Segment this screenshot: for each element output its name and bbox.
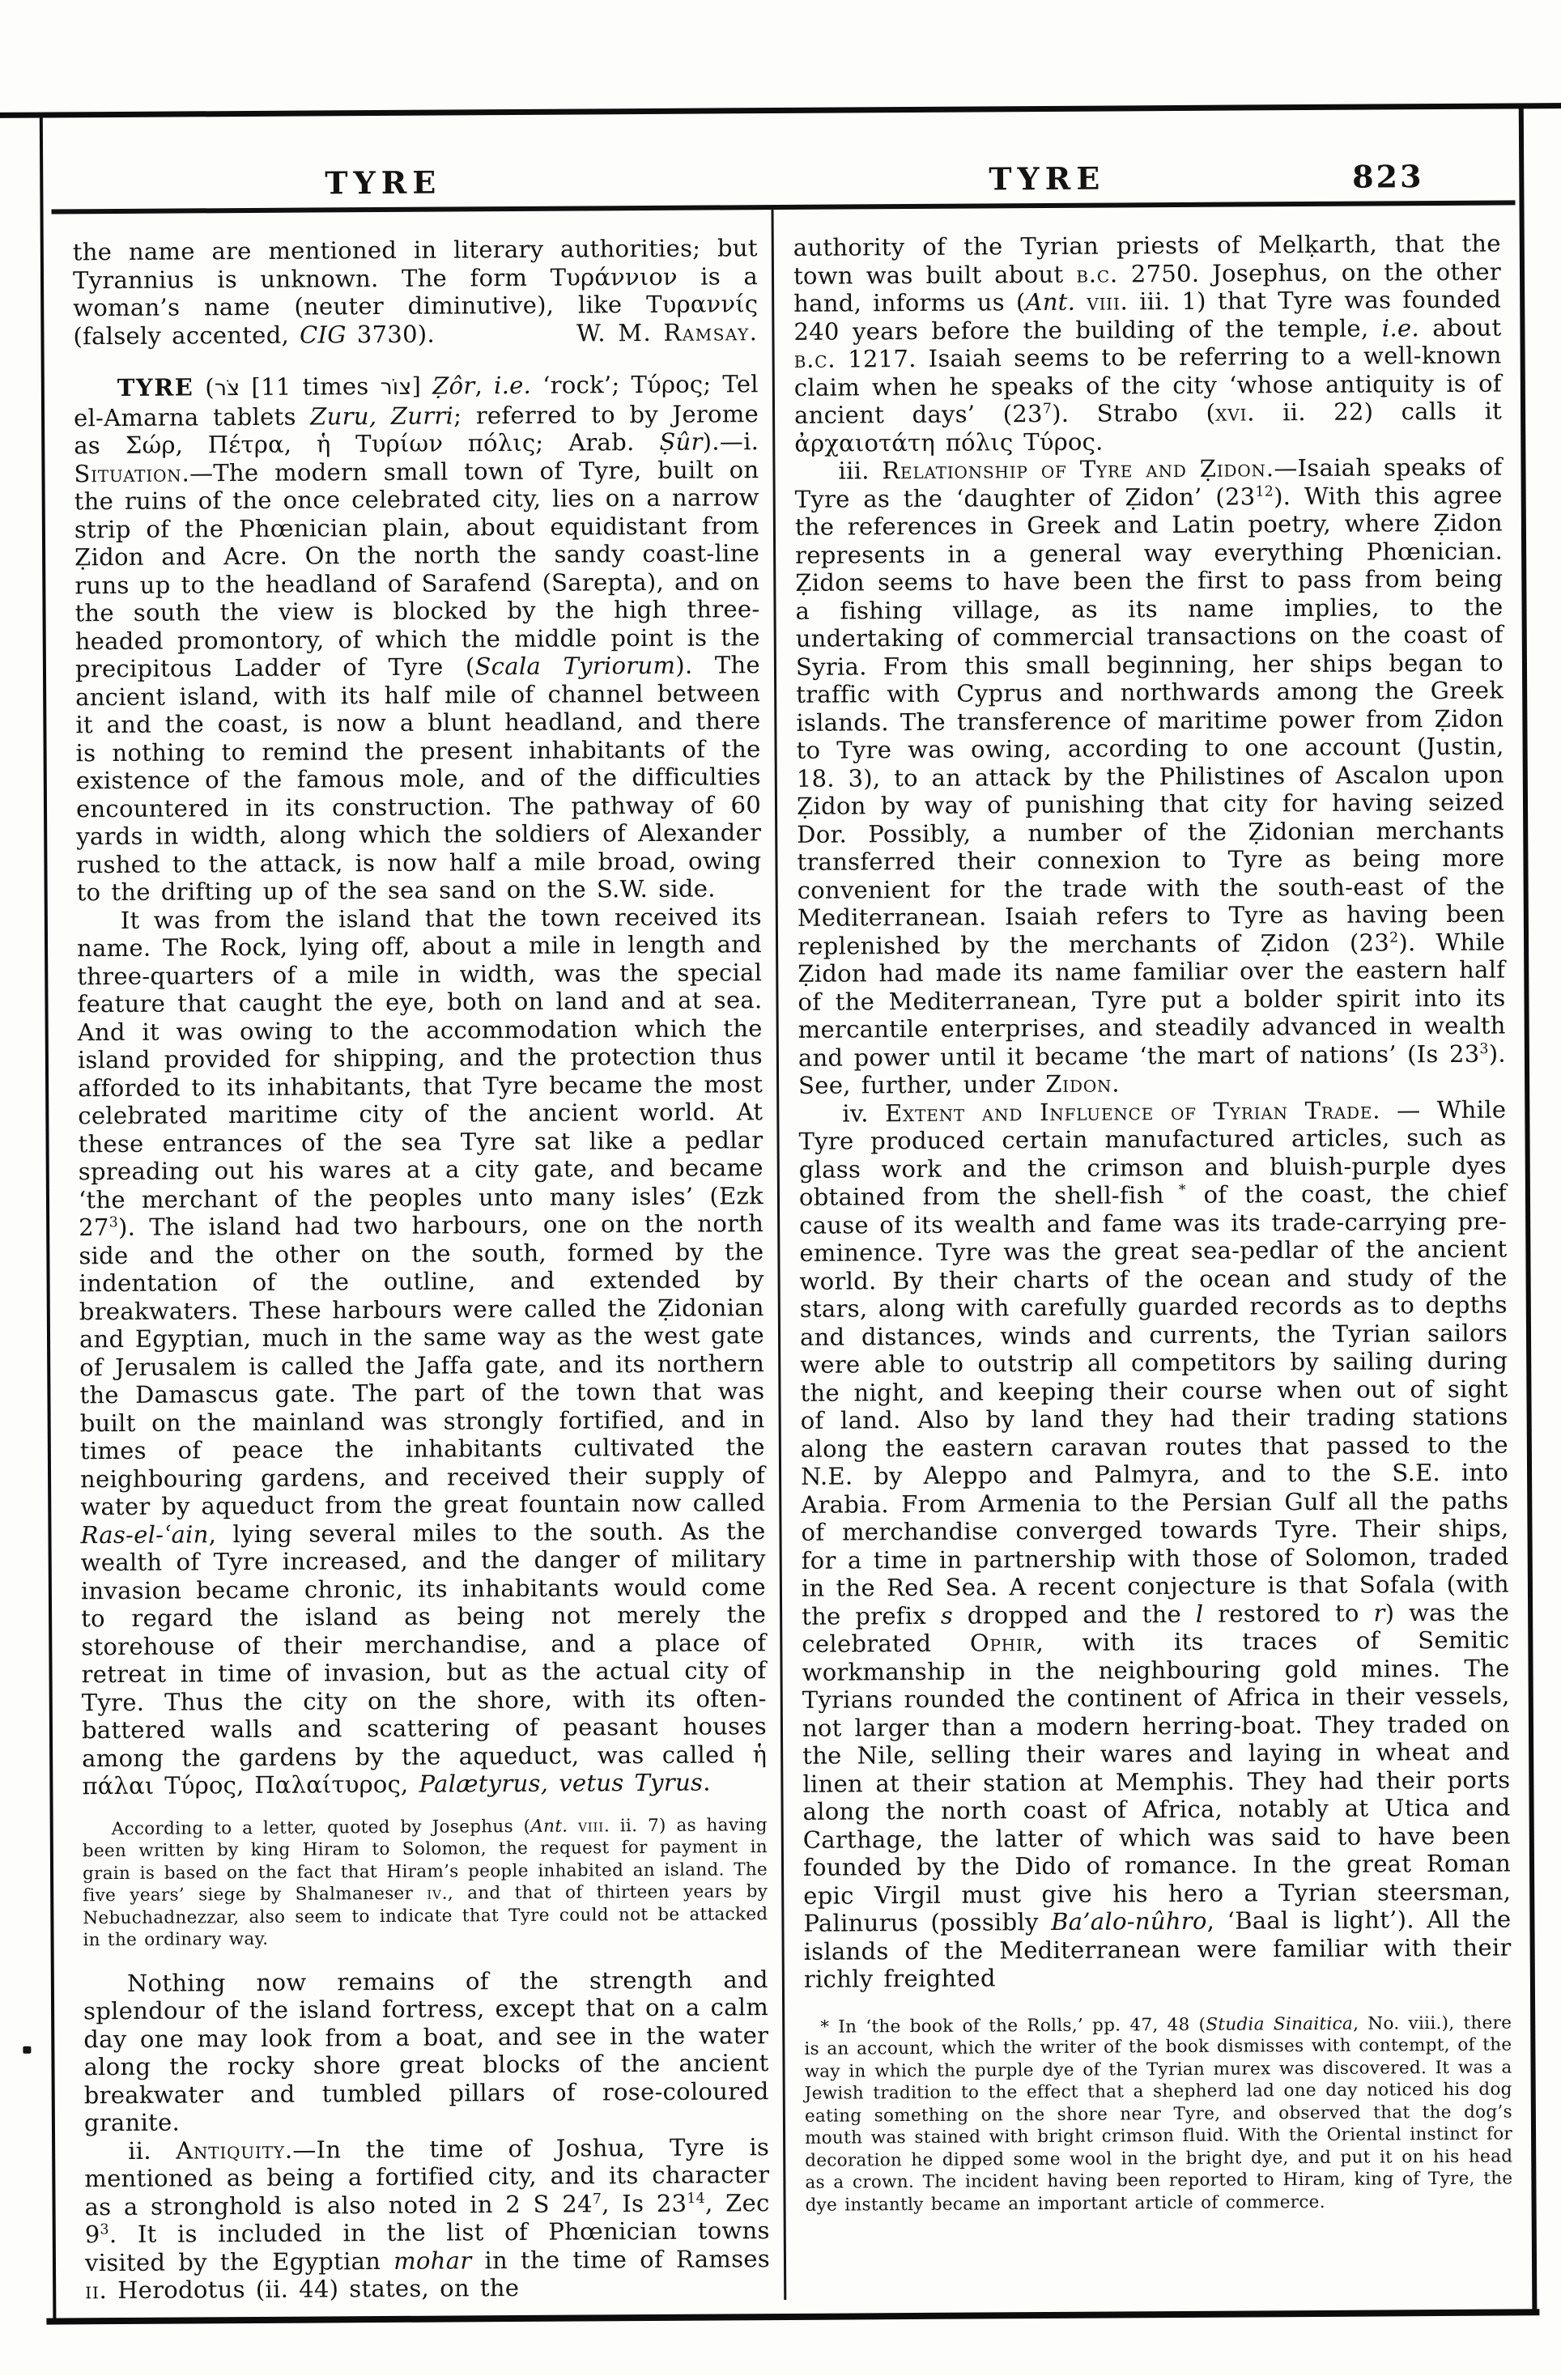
paragraph xyxy=(77,903,768,1800)
text-run-g: ἡ πάλαι Τύρος, Παλαίτυρος xyxy=(82,1740,768,1800)
text-run-sc: b.c. xyxy=(1076,259,1119,288)
text-run-sup: 12 xyxy=(1255,483,1274,500)
text-run: 1217. Isaiah seems to be referring to a well-known claim when he speaks of the city ‘whose antiquity is of ancient days’ (23 xyxy=(793,341,1502,429)
top-edge-rule xyxy=(0,103,1561,118)
text-run-g: Τυράννιον xyxy=(550,262,678,291)
text-run: .—The modern small town of Tyre, built on the ruins of the once celebrated city, lies on a narrow strip of the Phœnician plain, about equidistant from Ẓidon and Acre. On the north the sandy coast-line runs up to the headland of Sarafend (Sarepta), and on the south the view is blocked by the high three-headed promontory, of which the middle point is the precipitous Ladder of Tyre ( xyxy=(74,455,760,683)
text-run-i: i.e. xyxy=(493,371,532,400)
left-column xyxy=(73,234,771,2305)
text-run: ).—i. xyxy=(702,427,759,456)
text-run: , Is 23 xyxy=(602,2189,687,2217)
text-run-i: r xyxy=(1373,1598,1385,1627)
paragraph xyxy=(793,230,1503,457)
text-run-sc: viii xyxy=(578,1815,605,1837)
text-run-b: TYRE xyxy=(117,373,194,402)
text-run-sc: viii xyxy=(1087,287,1121,316)
text-run: . Herodotus (ii. 44) states, on the xyxy=(99,2273,520,2305)
text-run-i: i.e. xyxy=(1381,313,1420,342)
text-run-sc: Zidon xyxy=(1045,1069,1112,1099)
text-run: of the coast, the chief cause of its wealth and fame was its trade-carrying pre-eminence. Tyre was the great sea-pedlar of the ancient world. By their charts of the ocean and study of the stars, along with carefully guarded records as to depths and distances, winds and currents, the Tyrian sailors were able to outstrip all competitors by sailing during the night, and keeping their course when out of sight of land. Also by land they had their trading stations along the eastern caravan routes that passed to the N.E. by Aleppo and Palmyra, and to the S.E. into Arabia. From Armenia to the Persian Gulf all the paths of merchandise converged towards Tyre. Their ships, for a time in partnership with those of Solomon, traded in the Red Sea. A recent conjecture is that Sofala (with the prefix xyxy=(799,1179,1510,1630)
text-run: , No. viii.), there is an account, which the writer of the book dismisses with contempt, of the way in which the purple dye of the Tyrian murex was discovered. It was a Jewish tradition to the effect that a shepherd lad one day noticed his dog eating something on the shore near Tyre, and observed that the dog’s mouth was stained with bright crimson fluid. With the Oriental instinct for decoration he dipped some wool in the bright dye, and put it on his head as a crown. The incident having been reported to Hiram, king of Tyre, the dye instantly became an important article of commerce. xyxy=(804,2012,1513,2216)
text-run: in the time of Ramses xyxy=(471,2244,771,2274)
text-run-g: ἀρχαιοτάτη πόλις Τύρος xyxy=(794,427,1096,457)
text-run-i: l xyxy=(1195,1600,1204,1628)
text-run-he: צוֹר xyxy=(380,374,412,401)
text-run-sc: Antiquity xyxy=(176,2136,285,2165)
text-run-g: Τυραννίς xyxy=(646,290,759,318)
text-run-sc: Ophir xyxy=(969,1629,1036,1657)
text-run: It was from the island that the town received its name. The Rock, lying off, about a mile in length and three-quarters of a mile in width, was the special feature that caught the eye, both on land and at sea. And it was owing to the accommodation which the island provided for shipping, and the protection thus afforded to its inhabitants, that Tyre became the most celebrated maritime city of the ancient world. At these entrances of the sea Tyre sat like a pedlar spreading out his wares at a city gate, and became ‘the merchant of the peoples unto many isles’ (Ezk 27 xyxy=(76,902,764,1242)
text-run-i: s xyxy=(940,1601,954,1630)
text-run-i: Ant. xyxy=(1025,287,1076,317)
text-run-sc: iv xyxy=(427,1883,442,1904)
text-run-sig: W. M. Ramsay. xyxy=(576,317,759,347)
text-run: . It is included in the list of Phœnician towns visited by the Egyptian xyxy=(84,2216,770,2276)
text-run: ) was the celebrated xyxy=(802,1598,1510,1658)
text-run: ). Strabo ( xyxy=(1052,398,1216,427)
text-run: authority of the Tyrian priests of Melḳarth, that the town was built about xyxy=(793,229,1501,290)
paragraph xyxy=(798,1095,1512,1993)
paragraph xyxy=(794,453,1506,1100)
text-run: . xyxy=(703,1768,711,1796)
text-run-i: Ant. xyxy=(530,1816,568,1837)
text-run: , lying several miles to the south. As the wealth of Tyre increased, and the danger of military invasion became chronic, its inhabitants would come to regard the island as being not merely the storehouse of their merchandise, and a place of retreat in time of invasion, but as the actual city of Tyre. Thus the city on the shore, with its often-battered walls and scattering of peasant houses among the gardens by the aqueduct, was called xyxy=(80,1516,768,1772)
text-run xyxy=(1075,288,1087,316)
text-run: , with its traces of Semitic workmanship in the neighbouring gold mines. The Tyrians rounded the continent of Africa in their vessels, not larger than a modern herring-boat. They traded on the Nile, selling their wares and laying in wheat and linen at their station at Memphis. They had their ports along the north coast of Africa, notably at Utica and Carthage, the latter of which was said to have been founded by the Dido of romance. In the great Roman epic Virgil must give his hero a Tyrian steersman, Palinurus (possibly xyxy=(802,1626,1512,1937)
text-run: restored to xyxy=(1203,1599,1374,1628)
text-run-sc: xvi xyxy=(1215,398,1248,427)
text-run-g: Τύρος xyxy=(631,370,704,399)
text-run: ). While Ẓidon had made its name familiar over the eastern half of the Mediterranean, Tyre put a bolder spirit into its mercantile enterprises, and steadily advanced in wealth and power until it became ‘the mart of nations’ (Is 23 xyxy=(798,928,1506,1072)
text-run-sup: 14 xyxy=(687,2190,706,2207)
text-run-sc: Extent and Influence of Tyrian Trade xyxy=(884,1096,1373,1127)
text-run: . ii. 7) as having been written by king Hiram to Solomon, the request for payment in grain is based on the fact that Hiram’s people inhabited an island. The five years’ siege by Shalmaneser xyxy=(82,1814,768,1906)
text-run-sc: ii xyxy=(85,2276,100,2305)
text-run-sup: * xyxy=(1163,1182,1186,1199)
column-divider-rule xyxy=(772,210,787,2300)
text-run-sup: 3 xyxy=(108,1214,119,1231)
text-run: 3730). xyxy=(346,320,436,348)
text-run: ] xyxy=(411,372,433,400)
text-run: ). With this agree the references in Greek and Latin poetry, where Ẓidon represents in a general way everything Phœnician. Ẓidon seems to have been the first to pass from being a fishing village, as its name implies, to the undertaking of commercial transactions on the coast of Syria. From this small beginning, her ships began to traffic with Cyprus and northwards among the Greek islands. The transference of maritime power from Ẓidon to Tyre was owing, according to one account (Justin, 18. 3), to an attack by the Philistines of Ascalon upon Ẓidon by way of punishing that city for having seized Dor. Possibly, a number of the Ẓidonian merchants transferred their connexion to Tyre as being more convenient for the trade with the south-east of the Mediterranean. Isaiah refers to Tyre as having been replenished by the merchants of Ẓidon (23 xyxy=(794,481,1505,960)
text-run xyxy=(568,1816,578,1836)
paragraph xyxy=(84,2133,770,2305)
header-rule xyxy=(51,200,1515,214)
text-run: .—Isaiah speaks of Tyre as the ‘daughter of Ẓidon’ (23 xyxy=(794,453,1503,513)
text-run: , xyxy=(400,1770,419,1798)
text-run: . ii. 22) calls it xyxy=(1247,397,1503,427)
text-run-sc: Situation xyxy=(74,459,182,487)
paragraph xyxy=(83,1814,768,1952)
running-head-left: TYRE xyxy=(325,164,442,202)
text-run: (falsely accented, xyxy=(73,321,300,350)
text-run: * In ‘the book of the Rolls,’ pp. 47, 48 ( xyxy=(820,2014,1206,2038)
text-run: , ‘Baal is light’). All the islands of the Mediterranean were familiar with their richly freighted xyxy=(803,1905,1512,1993)
text-run: 2750. Josephus, on the other hand, informs us ( xyxy=(793,257,1502,317)
text-run: ., and that of thirteen years by Nebuchadnezzar, also seem to indicate that Tyre could not be attacked in the ordinary way. xyxy=(83,1881,768,1951)
text-run: , Zec 9 xyxy=(84,2188,770,2249)
text-run-i: Ṣûr xyxy=(659,427,703,456)
text-run-i: Studia Sinaitica xyxy=(1206,2013,1354,2035)
text-run: ). See, further, under xyxy=(798,1039,1507,1099)
running-head-right: TYRE xyxy=(989,159,1106,198)
text-run: is a woman’s name (neuter diminutive), like xyxy=(73,261,759,322)
page-number: 823 xyxy=(1351,158,1424,195)
text-run: [11 times xyxy=(240,372,381,402)
text-run: ( xyxy=(194,373,215,402)
text-run-i: Ras-el-ʿain xyxy=(80,1519,209,1549)
text-run: .—In the time of Joshua, Tyre is mentioned as being a fortified city, and its character as a stronghold is also noted in 2 S 24 xyxy=(84,2132,770,2221)
text-run: ; Tel el-Amarna tablets xyxy=(73,370,759,431)
text-run-sup: 3 xyxy=(100,2221,109,2238)
text-run-sup: 2 xyxy=(1389,929,1399,946)
ink-spot-artifact xyxy=(23,2046,31,2054)
text-run-sc: b.c. xyxy=(793,345,836,373)
text-run: . xyxy=(1095,427,1104,456)
paragraph xyxy=(74,370,762,907)
text-run: ). The ancient island, with its half mile of channel between it and the coast, is now a blunt headland, and there is nothing to remind the present inhabitants of the existence of the famous mole, and of the difficulties encountered in its construction. The pathway of 60 yards in width, along which the soldiers of Alexander rushed to the attack, is now half a mile broad, owing to the drifting up of the sea sand on the S.W. side. xyxy=(75,651,762,907)
text-run-sc: Relationship of Tyre and Ẓidon xyxy=(882,454,1266,485)
right-column xyxy=(793,230,1513,2216)
text-run-sup: 7 xyxy=(592,2191,602,2208)
text-run: ii. xyxy=(128,2136,177,2165)
text-run-i: mohar xyxy=(393,2246,472,2275)
text-run-sup: 7 xyxy=(1042,401,1053,418)
text-run: According to a letter, quoted by Josephus ( xyxy=(111,1816,531,1839)
text-run: ; Arab. xyxy=(535,427,660,457)
paragraph xyxy=(73,234,759,350)
text-run-i: Zuru, Zurri xyxy=(310,401,454,431)
text-run-i: Ba’alo-nûhro xyxy=(1051,1906,1207,1936)
bottom-border-rule xyxy=(46,2309,1539,2324)
text-run-i: Scala Tyriorum xyxy=(474,651,676,681)
text-run: ). The island had two harbours, one on the north side and the other on the south, formed by the indentation of the outline, and extended by breakwaters. These harbours were called the Ẓidonian and Egyptian, much in the same way as the west gate of Jerusalem is called the Jaffa gate, and its northern the Damascus gate. The part of the town that was built on the mainland was strongly fortified, and in times of peace the inhabitants cultivated the neighbouring gardens, and received their supply of water by aqueduct from the great fountain now called xyxy=(79,1209,766,1521)
text-run: Nothing now remains of the strength and splendour of the island fortress, except that on a calm day one may look from a boat, and see in the water along the rocky shore great blocks of the ancient breakwater and tumbled pillars of rose-coloured granite. xyxy=(83,1965,769,2137)
text-run-i: Ẓôr xyxy=(432,372,475,400)
text-run-i: CIG xyxy=(300,320,347,349)
text-run: dropped and the xyxy=(952,1600,1196,1630)
text-run: . iii. 1) that Tyre was founded 240 years before the building of the temple, xyxy=(793,285,1502,346)
text-run-g: Σώρ, Πέτρα, ἡ Τυρίων πόλις xyxy=(125,428,536,459)
paragraph xyxy=(804,2012,1512,2216)
text-run: the name are mentioned in literary authorities; but Tyrannius is unknown. The form xyxy=(72,234,758,294)
right-border-rule xyxy=(1519,104,1538,2314)
left-border-rule xyxy=(40,114,57,2324)
text-run: ; referred to by Jerome as xyxy=(74,399,759,460)
paragraph xyxy=(83,1966,769,2137)
text-run: ‘rock’; xyxy=(531,371,632,399)
text-run: about xyxy=(1419,313,1502,342)
text-run-sup: 3 xyxy=(1479,1040,1489,1057)
text-run: . xyxy=(1112,1069,1120,1098)
text-run: iv. xyxy=(842,1099,886,1128)
text-run-i: Palætyrus, vetus Tyrus xyxy=(419,1768,704,1798)
text-run: , xyxy=(474,372,495,400)
text-run: . — While Tyre produced certain manufactured articles, such as glass work and the crimson and bluish-purple dyes obtained from the shell-fish xyxy=(798,1095,1507,1211)
text-run-he: צֹר xyxy=(214,376,240,402)
text-run: iii. xyxy=(838,457,883,485)
